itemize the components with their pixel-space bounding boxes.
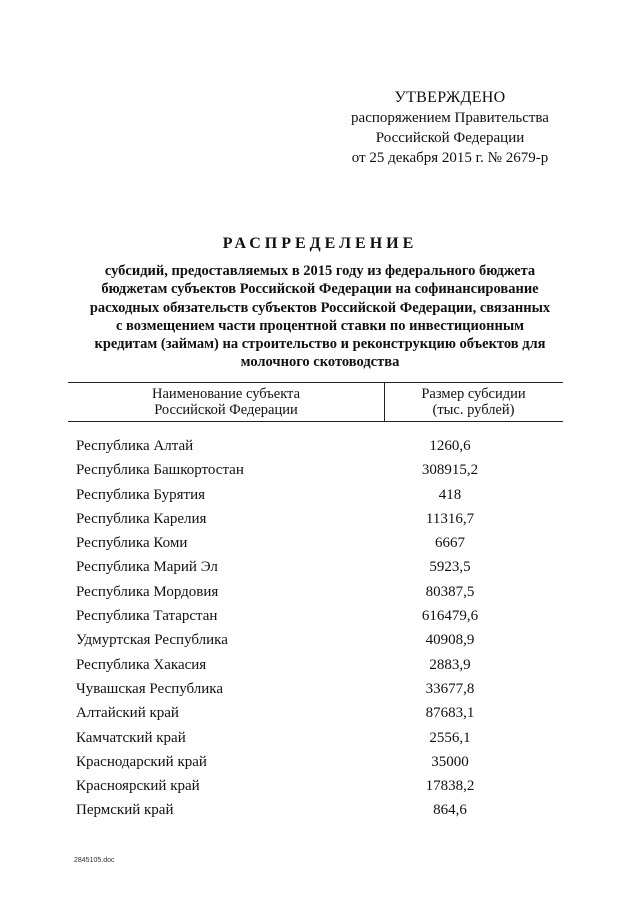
row-amount: 2883,9	[429, 656, 471, 673]
row-subject: Республика Хакасия	[76, 656, 207, 673]
row-amount: 40908,9	[425, 632, 475, 649]
row-amount: 11316,7	[425, 510, 475, 527]
row-subject: Республика Башкортостан	[76, 462, 244, 479]
row-subject: Чувашская Республика	[76, 680, 224, 697]
table-row	[76, 458, 566, 482]
row-amount: 5923,5	[429, 559, 471, 576]
row-subject: Республика Коми	[76, 535, 188, 552]
table-row	[76, 798, 566, 822]
approval-line-1: распоряжением Правительства	[351, 110, 549, 126]
row-amount: 2556,1	[429, 729, 471, 746]
document-subtitle	[60, 262, 580, 372]
table-row	[76, 701, 566, 725]
row-subject: Алтайский край	[76, 705, 179, 722]
table-row	[76, 774, 566, 798]
subtitle-line: с возмещением части процентной ставки по инвестиционным	[115, 317, 525, 334]
table-row	[76, 628, 566, 652]
row-amount: 1260,6	[429, 438, 471, 454]
table-row	[76, 483, 566, 507]
subtitle-line: расходных обязательств субъектов Российской Федерации, связанных	[89, 299, 551, 316]
approval-line-2: Российской Федерации	[375, 130, 525, 146]
table-row	[76, 555, 566, 579]
table-row	[76, 434, 566, 458]
row-subject: Республика Бурятия	[76, 486, 206, 503]
row-amount: 17838,2	[425, 778, 475, 795]
table-row	[76, 507, 566, 531]
subtitle-line: субсидий, предоставляемых в 2015 году из федерального бюджета	[104, 263, 536, 279]
approval-title: УТВЕРЖДЕНО	[394, 89, 506, 106]
row-amount: 35000	[431, 753, 469, 770]
document-title: РАСПРЕДЕЛЕНИЕ	[222, 235, 418, 252]
header-subject-line-2: Российской Федерации	[154, 402, 298, 418]
row-amount: 308915,2	[421, 462, 479, 479]
subtitle-line: кредитам (займам) на строительство и реконструкцию объектов для	[94, 336, 546, 353]
table-row	[76, 677, 566, 701]
table-row	[76, 726, 566, 750]
row-subject: Республика Татарстан	[76, 608, 218, 625]
row-subject: Республика Алтай	[76, 438, 194, 454]
row-amount: 87683,1	[425, 705, 475, 722]
row-subject: Республика Мордовия	[76, 583, 219, 600]
table-row	[76, 750, 566, 774]
row-subject: Камчатский край	[76, 729, 186, 746]
row-subject: Республика Карелия	[76, 510, 207, 527]
row-amount: 80387,5	[425, 583, 475, 600]
subtitle-line: бюджетам субъектов Российской Федерации на софинансирование	[101, 281, 539, 298]
row-amount: 418	[438, 486, 462, 503]
approval-block	[330, 88, 570, 168]
header-subject-line-1: Наименование субъекта	[151, 386, 301, 402]
row-amount: 864,6	[433, 802, 467, 819]
table-row	[76, 580, 566, 604]
header-amount-line-1: Размер субсидии	[421, 386, 526, 402]
header-subject-name	[68, 386, 384, 418]
approval-line-3: от 25 декабря 2015 г. № 2679-р	[351, 150, 549, 166]
table-header	[68, 382, 563, 422]
row-amount: 6667	[435, 535, 465, 552]
table-row	[76, 604, 566, 628]
row-amount: 616479,6	[421, 608, 479, 625]
table-row	[76, 531, 566, 555]
row-subject: Удмуртская Республика	[76, 632, 228, 649]
table-row	[76, 653, 566, 677]
row-subject: Краснодарский край	[76, 753, 207, 770]
row-subject: Красноярский край	[76, 778, 200, 795]
subtitle-line: молочного скотоводства	[240, 354, 400, 371]
header-amount-line-2: (тыс. рублей)	[432, 402, 515, 418]
row-subject: Республика Марий Эл	[76, 559, 218, 576]
header-subsidy-amount	[384, 386, 563, 418]
row-amount: 33677,8	[425, 680, 475, 697]
table-body	[76, 434, 566, 823]
row-subject: Пермский край	[76, 802, 174, 819]
file-code: 2845105.doc	[74, 857, 115, 864]
